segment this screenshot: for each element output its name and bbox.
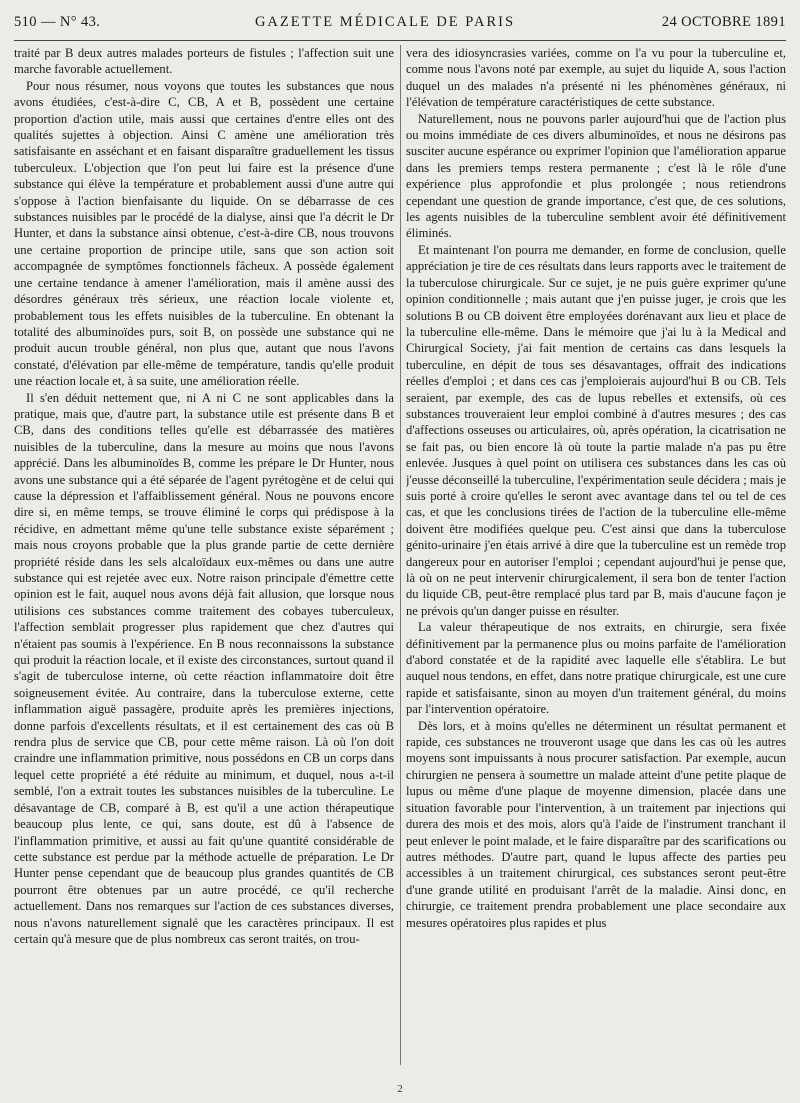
- paragraph: Il s'en déduit nettement que, ni A ni C ne sont applicables dans la pratique, mais que, d'autre part, la substance utile est présente dans B et CB, dans des conditions telles qu'elle est débarrassée des matières nuisibles de la tuberculine, dans la mesure au moins que nous l'avons apprécié. Dans les albuminoïdes B, comme les prépare le Dr Hunter, nous avons une substance qui a été séparée de l'agent pyrétogène et de celui qui cause la dépression et l'affaiblissement général. Nous ne pouvons encore dire si, en même temps, se trouve éliminé le corps qui prédispose à la récidive, en admettant même qu'une telle substance existe séparément ; mais nous croyons probable que la plus grande partie de cette dernière propriété réside dans les sels alcaloïdaux eux-mêmes ou dans une autre substance qui est rejetée avec eux. Notre raison principale d'émettre cette opinion est le fait, auquel nous avons déjà fait allusion, que lorsque nous utilisions ces substances comme traitement des cobayes tuberculeux, l'affection semblait progresser plus rapidement que chez d'autres qui n'étaient pas soumis à l'expérience. En B nous reconnaissons la substance qui produit la réaction locale, et il existe des circonstances, surtout quand il s'agit de tuberculose interne, où cette réaction inflammatoire doit être soigneusement évitée. Au contraire, dans la tuberculose externe, cette inflammation aiguë passagère, produite après les premières injections, donne parfois d'excellents résultats, et il est certainement des cas où B rendra plus de service que CB, pour cette même raison. Là où l'on doit craindre une inflammation primitive, nous possédons en CB un corps dans lequel cette propriété a été réduite au minimum, et duquel, nous a-t-il semblé, l'on a extrait toutes les substances nuisibles de la tuberculine. Le désavantage de CB, comparé à B, est qu'il a une action thérapeutique beaucoup plus lente, ce qui, sans doute, est dû à l'absence de l'inflammation primitive, et aussi au fait qu'une quantité considérable de cette substance est perdue par la méthode actuelle de préparation. Le Dr Hunter pense cependant que de beaucoup plus grandes quantités de CB pourront être obtenues par un autre procédé, ce qu'il recherche actuellement. Dans nos remarques sur l'action de ces substances diverses, nous n'avons naturellement signalé que les caractères principaux. Il est certain qu'à mesure que de plus nombreux cas seront traités, on trou-: [14, 390, 394, 946]
- page-header: [14, 14, 786, 38]
- journal-title: GAZETTE MÉDICALE DE PARIS: [254, 14, 516, 30]
- signature-mark: 2: [397, 1083, 403, 1095]
- issue-date: 24 OCTOBRE 1891: [661, 14, 786, 30]
- paragraph: traité par B deux autres malades porteurs de fistules ; l'affection suit une marche favorable actuellement.: [14, 46, 394, 77]
- paragraph: Naturellement, nous ne pouvons parler aujourd'hui que de l'action plus ou moins immédiate de ces divers albuminoïdes, et nous ne désirons pas susciter aucune espérance ou exprimer l'opinion que l'amélioration apparue dans les premiers temps restera permanente ; c'est là le rôle d'une expérience plus approfondie et plus prolongée ; nous retiendrons cependant une question de grande importance, c'est que, de ces solutions, les agents nuisibles de la tuberculine semblent avoir été définitivement éliminés.: [406, 111, 786, 241]
- text-columns: [14, 45, 786, 1065]
- page-number: 510 — N° 43.: [14, 14, 101, 30]
- right-column: [406, 45, 786, 1065]
- paragraph: La valeur thérapeutique de nos extraits, en chirurgie, sera fixée définitivement par la permanence plus ou moins parfaite de l'amélioration d'abord constatée et de la rapidité avec laquelle elle s'établira. Le but auquel nous tendons, en effet, dans notre pratique chirurgicale, est une cure rapide et satisfaisante, sinon au moyen d'un traitement général, du moins par l'intervention opératoire.: [406, 620, 786, 717]
- paragraph: vera des idiosyncrasies variées, comme on l'a vu pour la tuberculine et, comme nous l'avons noté par exemple, au sujet du liquide A, sous l'action duquel un des malades n'a présenté ni les phénomènes généraux, ni l'élévation de température caractéristiques de cette substance.: [406, 46, 786, 110]
- paragraph: Et maintenant l'on pourra me demander, en forme de conclusion, quelle appréciation je tire de ces résultats dans leurs rapports avec le traitement de la tuberculose chirurgicale. Sur ce sujet, je ne puis guère exprimer qu'une opinion conditionnelle ; mais autant que j'en puisse juger, je crois que les solutions B ou CB doivent être employées dorénavant aux lieu et place de la tuberculine elle-même. Dans le mémoire que j'ai lu à la Medical and Chirurgical Society, j'ai fait mention de certains cas dans lesquels la tuberculine, en dépit de tous ses désavantages, offrait des indications réelles d'emploi ; et dans ces cas j'emploierais aujourd'hui B ou CB. Tels seraient, par exemple, des cas de lupus rebelles et extensifs, où ces substances trouveraient leur emploi combiné à d'autres mesures ; des cas d'affections osseuses ou articulaires, où, après opération, la cicatrisation ne se fait pas, ou bien encore là où toute la partie malade n'a pas pu être enlevée. Jusques à quel point on utilisera ces substances dans les cas où j'eusse déconseillé la tuberculine, l'expérimentation seule décidera ; mais je suis porté à croire qu'elles le seront avec avantage dans tel ou tel de ces cas, et que les conclusions tirées de l'action de la tuberculine elle-même doivent être modifiées quelque peu. C'est ainsi que dans la tuberculose génito-urinaire j'en étais arrivé à dire que la tuberculine est un remède trop dangereux pour en autoriser l'emploi ; cependant aujourd'hui je pense que, là où on ne peut intervenir chirurgicalement, il sera bon de tenter l'action du liquide CB, peut-être remplacé plus tard par B, mais d'aucune façon je ne prévois qu'un danger puisse en résulter.: [406, 242, 786, 618]
- paragraph: Dès lors, et à moins qu'elles ne déterminent un résultat permanent et rapide, ces substances ne trouveront usage que dans les cas où les autres moyens sont impuissants à nous procurer satisfaction. Par exemple, aucun chirurgien ne pensera à soumettre un malade atteint d'une petite plaque de lupus ou même d'une plaque de moyenne dimension, placée dans une situation favorable pour l'intervention, à un traitement par injections qui durera des mois et des mois, alors qu'à l'aide de l'instrument tranchant il peut enlever le point malade, et le faire disparaître par des scarifications ou autres méthodes. D'autre part, quand le lupus affecte des parties peu accessibles à un traitement chirurgical, ces substances seront peut-être d'une grande utilité en produisant l'arrêt de la maladie. Ainsi donc, en chirurgie, ce traitement prendra probablement une place secondaire aux mesures opératoires plus rapides et plus: [406, 718, 786, 930]
- paragraph: Pour nous résumer, nous voyons que toutes les substances que nous avons étudiées, c'est-à-dire C, CB, A et B, possèdent une certaine proportion d'action utile, mais aussi que certaines d'entre elles ont des qualités sujettes à objection. Ainsi C amène une amélioration très satisfaisante en asséchant et en faisant disparaître graduellement les tissus tuberculeux. L'objection que l'on peut lui faire est la présence d'une substance qui élève la température et probablement aussi d'une autre qui s'oppose à l'action bienfaisante du liquide. On se débarrasse de ces substances nuisibles par le procédé de la dialyse, ainsi que l'a décrit le Dr Hunter, et dans la substance ainsi obtenue, c'est-à-dire CB, nous trouvons une certaine proportion de principe utile, sans que son action soit accompagnée de symptômes fonctionnels fâcheux. A possède également une certaine tendance à amener l'amélioration, mais il amène aussi des désordres généraux très sérieux, une réaction locale violente et, probablement tous les effets nuisibles de la tuberculine. En obtenant la totalité des albuminoïdes purs, soit B, on possède une substance qui ne produit aucun trouble général, non plus que, autant que nous l'avons constaté, d'élévation par elle-même de température, tandis qu'elle produit une réaction locale et, à sa suite, une amélioration réelle.: [14, 78, 394, 389]
- left-column: [14, 45, 394, 1065]
- header-rule: [14, 40, 786, 41]
